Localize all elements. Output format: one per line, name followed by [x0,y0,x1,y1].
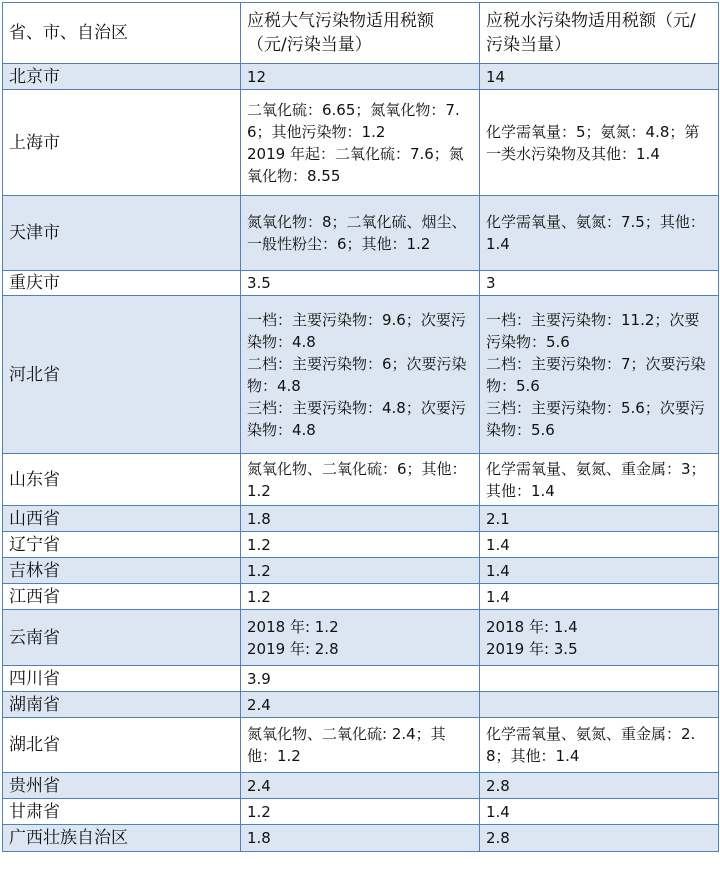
region-cell: 山东省 [3,454,241,506]
water-tax-cell: 1.4 [480,558,719,584]
water-tax-cell: 1.4 [480,584,719,610]
water-tax-cell: 1.4 [480,532,719,558]
water-tax-cell: 化学需氧量、氨氮、重金属：3；其他：1.4 [480,454,719,506]
table-row [3,64,719,90]
table-row [3,773,719,799]
air-tax-cell: 1.2 [241,799,480,825]
table-row [3,271,719,296]
water-tax-cell: 一档：主要污染物：11.2；次要污染物：5.6 二档：主要污染物：7；次要污染物：5.6 三档：主要污染物：5.6；次要污染物：5.6 [480,296,719,454]
air-tax-cell: 二氧化硫：6.65；氮氧化物：7.6；其他污染物：1.2 2019 年起：二氧化硫：7.6；氮氧化物：8.55 [241,90,480,196]
air-tax-cell: 氮氧化物、二氧化硫: 2.4；其他：1.2 [241,718,480,773]
region-cell: 辽宁省 [3,532,241,558]
air-tax-cell: 2.4 [241,773,480,799]
region-cell: 天津市 [3,196,241,271]
water-tax-cell: 14 [480,64,719,90]
water-tax-cell: 1.4 [480,799,719,825]
region-cell: 广西壮族自治区 [3,825,241,852]
air-tax-cell: 2018 年: 1.2 2019 年: 2.8 [241,610,480,666]
air-tax-cell: 2.4 [241,692,480,718]
water-tax-cell: 化学需氧量、氨氮、重金属：2.8；其他：1.4 [480,718,719,773]
region-cell: 江西省 [3,584,241,610]
table-row [3,666,719,692]
tax-rate-table [2,2,719,852]
water-tax-cell: 2.8 [480,825,719,852]
water-tax-cell [480,666,719,692]
header-water-tax: 应税水污染物适用税额（元/污染当量） [480,3,719,64]
table-row [3,799,719,825]
header-air-tax: 应税大气污染物适用税额（元/污染当量） [241,3,480,64]
table-row [3,296,719,454]
table-body [3,3,719,852]
region-cell: 湖南省 [3,692,241,718]
water-tax-cell: 2018 年: 1.4 2019 年: 3.5 [480,610,719,666]
air-tax-cell: 氮氧化物、二氧化硫：6；其他：1.2 [241,454,480,506]
water-tax-cell: 化学需氧量：5；氨氮：4.8；第一类水污染物及其他：1.4 [480,90,719,196]
header-region: 省、市、自治区 [3,3,241,64]
table-row [3,532,719,558]
air-tax-cell: 1.2 [241,584,480,610]
table-row [3,718,719,773]
air-tax-cell: 1.2 [241,558,480,584]
region-cell: 四川省 [3,666,241,692]
table-row [3,90,719,196]
water-tax-cell [480,692,719,718]
water-tax-cell: 2.8 [480,773,719,799]
region-cell: 北京市 [3,64,241,90]
water-tax-cell: 化学需氧量、氨氮：7.5；其他：1.4 [480,196,719,271]
air-tax-cell: 1.8 [241,506,480,532]
air-tax-cell: 一档：主要污染物：9.6；次要污染物：4.8 二档：主要污染物：6；次要污染物：4.8 三档：主要污染物：4.8；次要污染物：4.8 [241,296,480,454]
table-row [3,692,719,718]
region-cell: 湖北省 [3,718,241,773]
air-tax-cell: 12 [241,64,480,90]
air-tax-cell: 氮氧化物：8；二氧化硫、烟尘、一般性粉尘：6；其他：1.2 [241,196,480,271]
region-cell: 吉林省 [3,558,241,584]
region-cell: 重庆市 [3,271,241,296]
table-row [3,558,719,584]
region-cell: 山西省 [3,506,241,532]
table-row [3,610,719,666]
table-row [3,196,719,271]
region-cell: 贵州省 [3,773,241,799]
air-tax-cell: 1.8 [241,825,480,852]
table-row [3,825,719,852]
table-row [3,454,719,506]
table-header-row [3,3,719,64]
water-tax-cell: 3 [480,271,719,296]
water-tax-cell: 2.1 [480,506,719,532]
region-cell: 甘肃省 [3,799,241,825]
table-row [3,506,719,532]
air-tax-cell: 3.5 [241,271,480,296]
air-tax-cell: 3.9 [241,666,480,692]
region-cell: 云南省 [3,610,241,666]
region-cell: 上海市 [3,90,241,196]
air-tax-cell: 1.2 [241,532,480,558]
region-cell: 河北省 [3,296,241,454]
table-row [3,584,719,610]
